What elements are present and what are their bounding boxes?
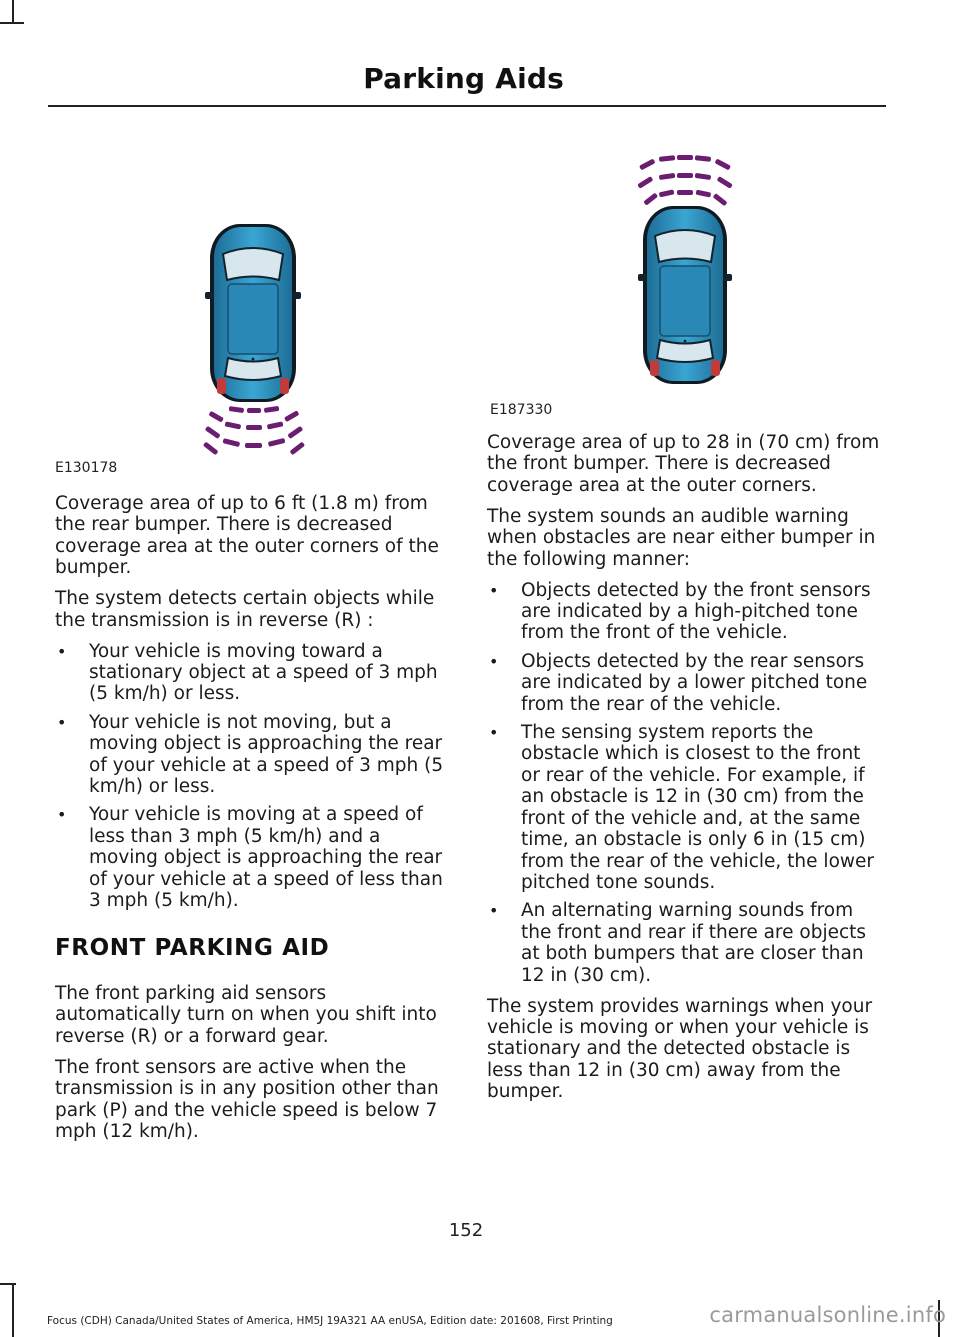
reverse-detection-paragraph: The system detects certain objects while the transmission is in reverse (R) : bbox=[55, 588, 435, 631]
rear-detection-list bbox=[55, 641, 450, 912]
list-item: • Your vehicle is not moving, but a moving object is approaching the rear of your vehicle at a speed of 3 mph (5 km/h) or less. bbox=[55, 712, 450, 798]
warning-tone-list bbox=[487, 580, 882, 986]
front-parking-aid-figure bbox=[625, 150, 745, 390]
page-number: 152 bbox=[448, 1220, 484, 1241]
list-item: • Your vehicle is moving at a speed of less than 3 mph (5 km/h) and a moving object is approaching the rear of your vehicle at a speed of less than 3 mph (5 km/h). bbox=[55, 804, 450, 911]
left-column bbox=[55, 493, 450, 1152]
rear-sensor-waves-icon bbox=[203, 406, 305, 455]
car-top-view-icon bbox=[205, 224, 301, 402]
watermark: carmanualsonline.info bbox=[709, 1303, 946, 1327]
list-item: • Objects detected by the rear sensors are indicated by a lower pitched tone from the rear of the vehicle. bbox=[487, 651, 882, 715]
list-item: • The sensing system reports the obstacle which is closest to the front or rear of the vehicle. For example, if an obstacle is 12 in (30 cm) from the front of the vehicle and, at the same time, an obstacle is only 6 in (15 cm) from the rear of the vehicle, the lower pitched tone sounds. bbox=[487, 722, 882, 893]
title-rule bbox=[48, 105, 886, 107]
footer-edition-info: Focus (CDH) Canada/United States of America, HM5J 19A321 AA enUSA, Edition date: 201608, First Printing bbox=[47, 1315, 613, 1327]
page-title: Parking Aids bbox=[363, 62, 564, 95]
crop-mark-top-left-v bbox=[12, 0, 14, 24]
rear-coverage-paragraph: Coverage area of up to 6 ft (1.8 m) from the rear bumper. There is decreased coverage area at the outer corners of the bumper. bbox=[55, 493, 439, 579]
list-item: • Objects detected by the front sensors are indicated by a high-pitched tone from the front of the vehicle. bbox=[487, 580, 882, 644]
crop-mark-top-left-h bbox=[0, 22, 24, 24]
car-top-view-icon bbox=[638, 206, 732, 384]
crop-mark-bottom-left-h bbox=[0, 1283, 16, 1285]
list-item: • An alternating warning sounds from the front and rear if there are objects at both bumpers that are closer than 12 in (30 cm). bbox=[487, 900, 882, 986]
warning-conditions-paragraph: The system provides warnings when your vehicle is moving or when your vehicle is stationary and the detected obstacle is less than 12 in (30 cm) away from the bumper. bbox=[487, 995, 873, 1103]
figure-code-front: E187330 bbox=[490, 402, 553, 418]
audible-warning-paragraph: The system sounds an audible warning when obstacles are near either bumper in the following manner: bbox=[487, 505, 876, 570]
section-heading: FRONT PARKING AID bbox=[55, 934, 330, 961]
front-activation-paragraph: The front parking aid sensors automatically turn on when you shift into reverse (R) or a forward gear. bbox=[55, 982, 437, 1047]
figure-code-rear: E130178 bbox=[55, 460, 118, 476]
front-coverage-paragraph: Coverage area of up to 28 in (70 cm) from the front bumper. There is decreased coverage area at the outer corners. bbox=[487, 432, 880, 496]
crop-mark-bottom-left-v bbox=[12, 1283, 14, 1337]
list-item: • Your vehicle is moving toward a stationary object at a speed of 3 mph (5 km/h) or less. bbox=[55, 641, 450, 705]
front-sensor-waves-icon bbox=[637, 155, 733, 206]
rear-parking-aid-figure bbox=[195, 218, 315, 463]
right-column bbox=[487, 432, 882, 1112]
front-sensors-active-paragraph: The front sensors are active when the transmission is in any position other than park (P) and the vehicle speed is below 7 mph (12 km/h). bbox=[55, 1056, 439, 1142]
